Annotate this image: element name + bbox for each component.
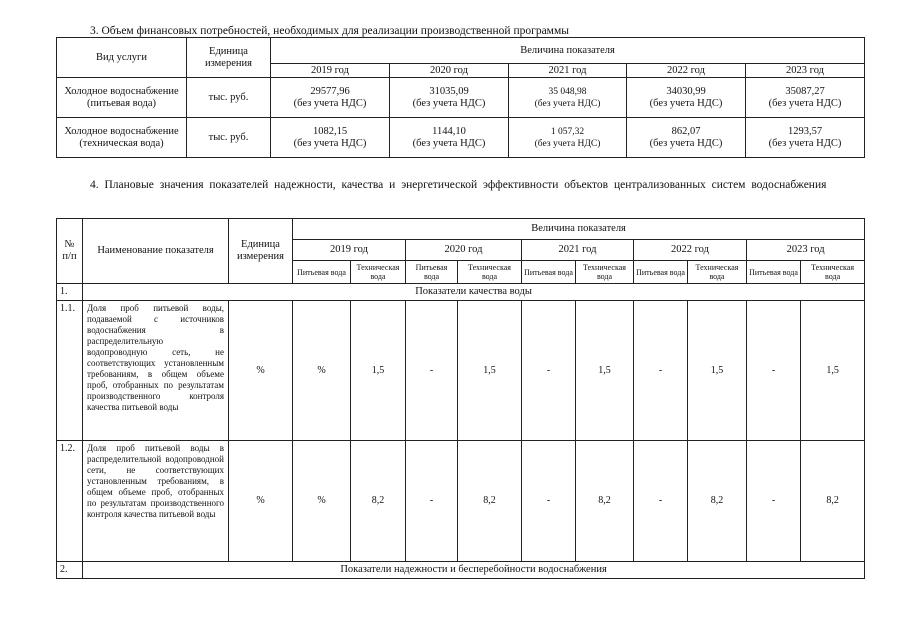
- unit-cell: %: [229, 301, 293, 441]
- value-note: (без учета НДС): [293, 97, 367, 109]
- header-value: Величина показателя: [293, 219, 865, 240]
- value: 1293,57: [787, 125, 823, 137]
- value-cell: 8,2: [351, 441, 406, 562]
- value: 1082,15: [312, 125, 348, 137]
- header-unit: Единица измерения: [229, 219, 293, 284]
- value-cell: -: [406, 301, 458, 441]
- value-note: (без учета НДС): [768, 97, 842, 109]
- header-year: 2019 год: [293, 240, 406, 261]
- value-note: (без учета НДС): [412, 137, 486, 149]
- header-year: 2020 год: [390, 64, 509, 78]
- value-note: (без учета НДС): [649, 97, 723, 109]
- header-value: Величина показателя: [271, 38, 865, 64]
- group-label: Показатели надежности и бесперебойности водоснабжения: [83, 562, 865, 579]
- table-row: [57, 301, 865, 441]
- value: 1144,10: [432, 125, 466, 137]
- value-cell: -: [406, 441, 458, 562]
- value-cell: 8,2: [458, 441, 522, 562]
- header-drinking: Питьевая вода: [522, 261, 576, 284]
- value-cell: [509, 118, 627, 158]
- header-service: Вид услуги: [57, 38, 187, 78]
- header-year: 2020 год: [406, 240, 522, 261]
- unit-cell: тыс. руб.: [187, 118, 271, 158]
- group-row: [57, 284, 865, 301]
- value-cell: [509, 78, 627, 118]
- value-note: (без учета НДС): [534, 98, 601, 109]
- value-cell: 8,2: [576, 441, 634, 562]
- header-num: № п/п: [57, 219, 83, 284]
- table-row: [57, 78, 865, 118]
- value-cell: 8,2: [801, 441, 865, 562]
- value-cell: [746, 78, 865, 118]
- section-3-title: 3. Объем финансовых потребностей, необходимых для реализации производственной программы: [90, 25, 569, 37]
- value-cell: -: [522, 301, 576, 441]
- value: 35087,27: [785, 85, 825, 97]
- header-year: 2023 год: [746, 64, 865, 78]
- indicator-name: Доля проб питьевой воды, подаваемой с источников водоснабжения в распределительную водопроводную сеть, не соответствующих установленным требованиям, в общем объеме проб, отобранных по результатам производственного контроля качества питьевой воды: [83, 301, 229, 441]
- header-drinking: Питьевая вода: [293, 261, 351, 284]
- value-cell: [390, 118, 509, 158]
- unit-cell: %: [293, 301, 351, 441]
- group-label: Показатели качества воды: [83, 284, 865, 301]
- value-note: (без учета НДС): [534, 138, 601, 149]
- value-cell: [627, 118, 746, 158]
- header-drinking: Питьевая вода: [747, 261, 801, 284]
- value-cell: [271, 118, 390, 158]
- header-name: Наименование показателя: [83, 219, 229, 284]
- header-drinking: Питьевая вода: [634, 261, 688, 284]
- unit-cell: %: [293, 441, 351, 562]
- value-cell: 1,5: [458, 301, 522, 441]
- header-year: 2019 год: [271, 64, 390, 78]
- header-drinking: Питьевая вода: [406, 261, 458, 284]
- header-year: 2022 год: [634, 240, 747, 261]
- value-cell: 1,5: [576, 301, 634, 441]
- header-year: 2023 год: [747, 240, 865, 261]
- service-name: Холодное водоснабжение (питьевая вода): [57, 78, 187, 118]
- value-note: (без учета НДС): [412, 97, 486, 109]
- value-cell: [390, 78, 509, 118]
- value-cell: [271, 78, 390, 118]
- indicators-table: [56, 218, 865, 579]
- value-cell: 8,2: [688, 441, 747, 562]
- financial-needs-table: [56, 37, 865, 158]
- header-year: 2021 год: [509, 64, 627, 78]
- value: 29577,96: [310, 85, 350, 97]
- table-row: [57, 118, 865, 158]
- header-unit: Единица измерения: [187, 38, 271, 78]
- header-technical: Техническая вода: [801, 261, 865, 284]
- value-cell: -: [747, 301, 801, 441]
- row-num: 1.1.: [57, 301, 83, 441]
- value: 34030,99: [666, 85, 706, 97]
- value-cell: -: [747, 441, 801, 562]
- unit-cell: %: [229, 441, 293, 562]
- value-cell: 1,5: [688, 301, 747, 441]
- unit-cell: тыс. руб.: [187, 78, 271, 118]
- table-row: [57, 441, 865, 562]
- header-technical: Техническая вода: [576, 261, 634, 284]
- section-4-title: 4. Плановые значения показателей надежности, качества и энергетической эффективности объектов централизованных систем водоснабжения: [90, 179, 827, 191]
- value: 35 048,98: [548, 86, 587, 97]
- value-cell: 1,5: [801, 301, 865, 441]
- value-note: (без учета НДС): [768, 137, 842, 149]
- value-cell: -: [634, 301, 688, 441]
- group-num: 1.: [57, 284, 83, 301]
- value-cell: [627, 78, 746, 118]
- header-technical: Техническая вода: [351, 261, 406, 284]
- value-cell: -: [522, 441, 576, 562]
- group-row: [57, 562, 865, 579]
- value: 31035,09: [429, 85, 469, 97]
- indicator-name: Доля проб питьевой воды в распределительной водопроводной сети, не соответствующих установленным требованиям, в общем объеме проб, отобранных по результатам производственного контроля качества питьевой воды: [83, 441, 229, 562]
- header-technical: Техническая вода: [688, 261, 747, 284]
- header-year: 2021 год: [522, 240, 634, 261]
- row-num: 1.2.: [57, 441, 83, 562]
- header-technical: Техническая вода: [458, 261, 522, 284]
- value: 1 057,32: [550, 126, 585, 137]
- group-num: 2.: [57, 562, 83, 579]
- value-cell: 1,5: [351, 301, 406, 441]
- value: 862,07: [671, 125, 701, 137]
- value-note: (без учета НДС): [649, 137, 723, 149]
- service-name: Холодное водоснабжение (техническая вода): [57, 118, 187, 158]
- value-cell: [746, 118, 865, 158]
- value-cell: -: [634, 441, 688, 562]
- value-note: (без учета НДС): [293, 137, 367, 149]
- header-year: 2022 год: [627, 64, 746, 78]
